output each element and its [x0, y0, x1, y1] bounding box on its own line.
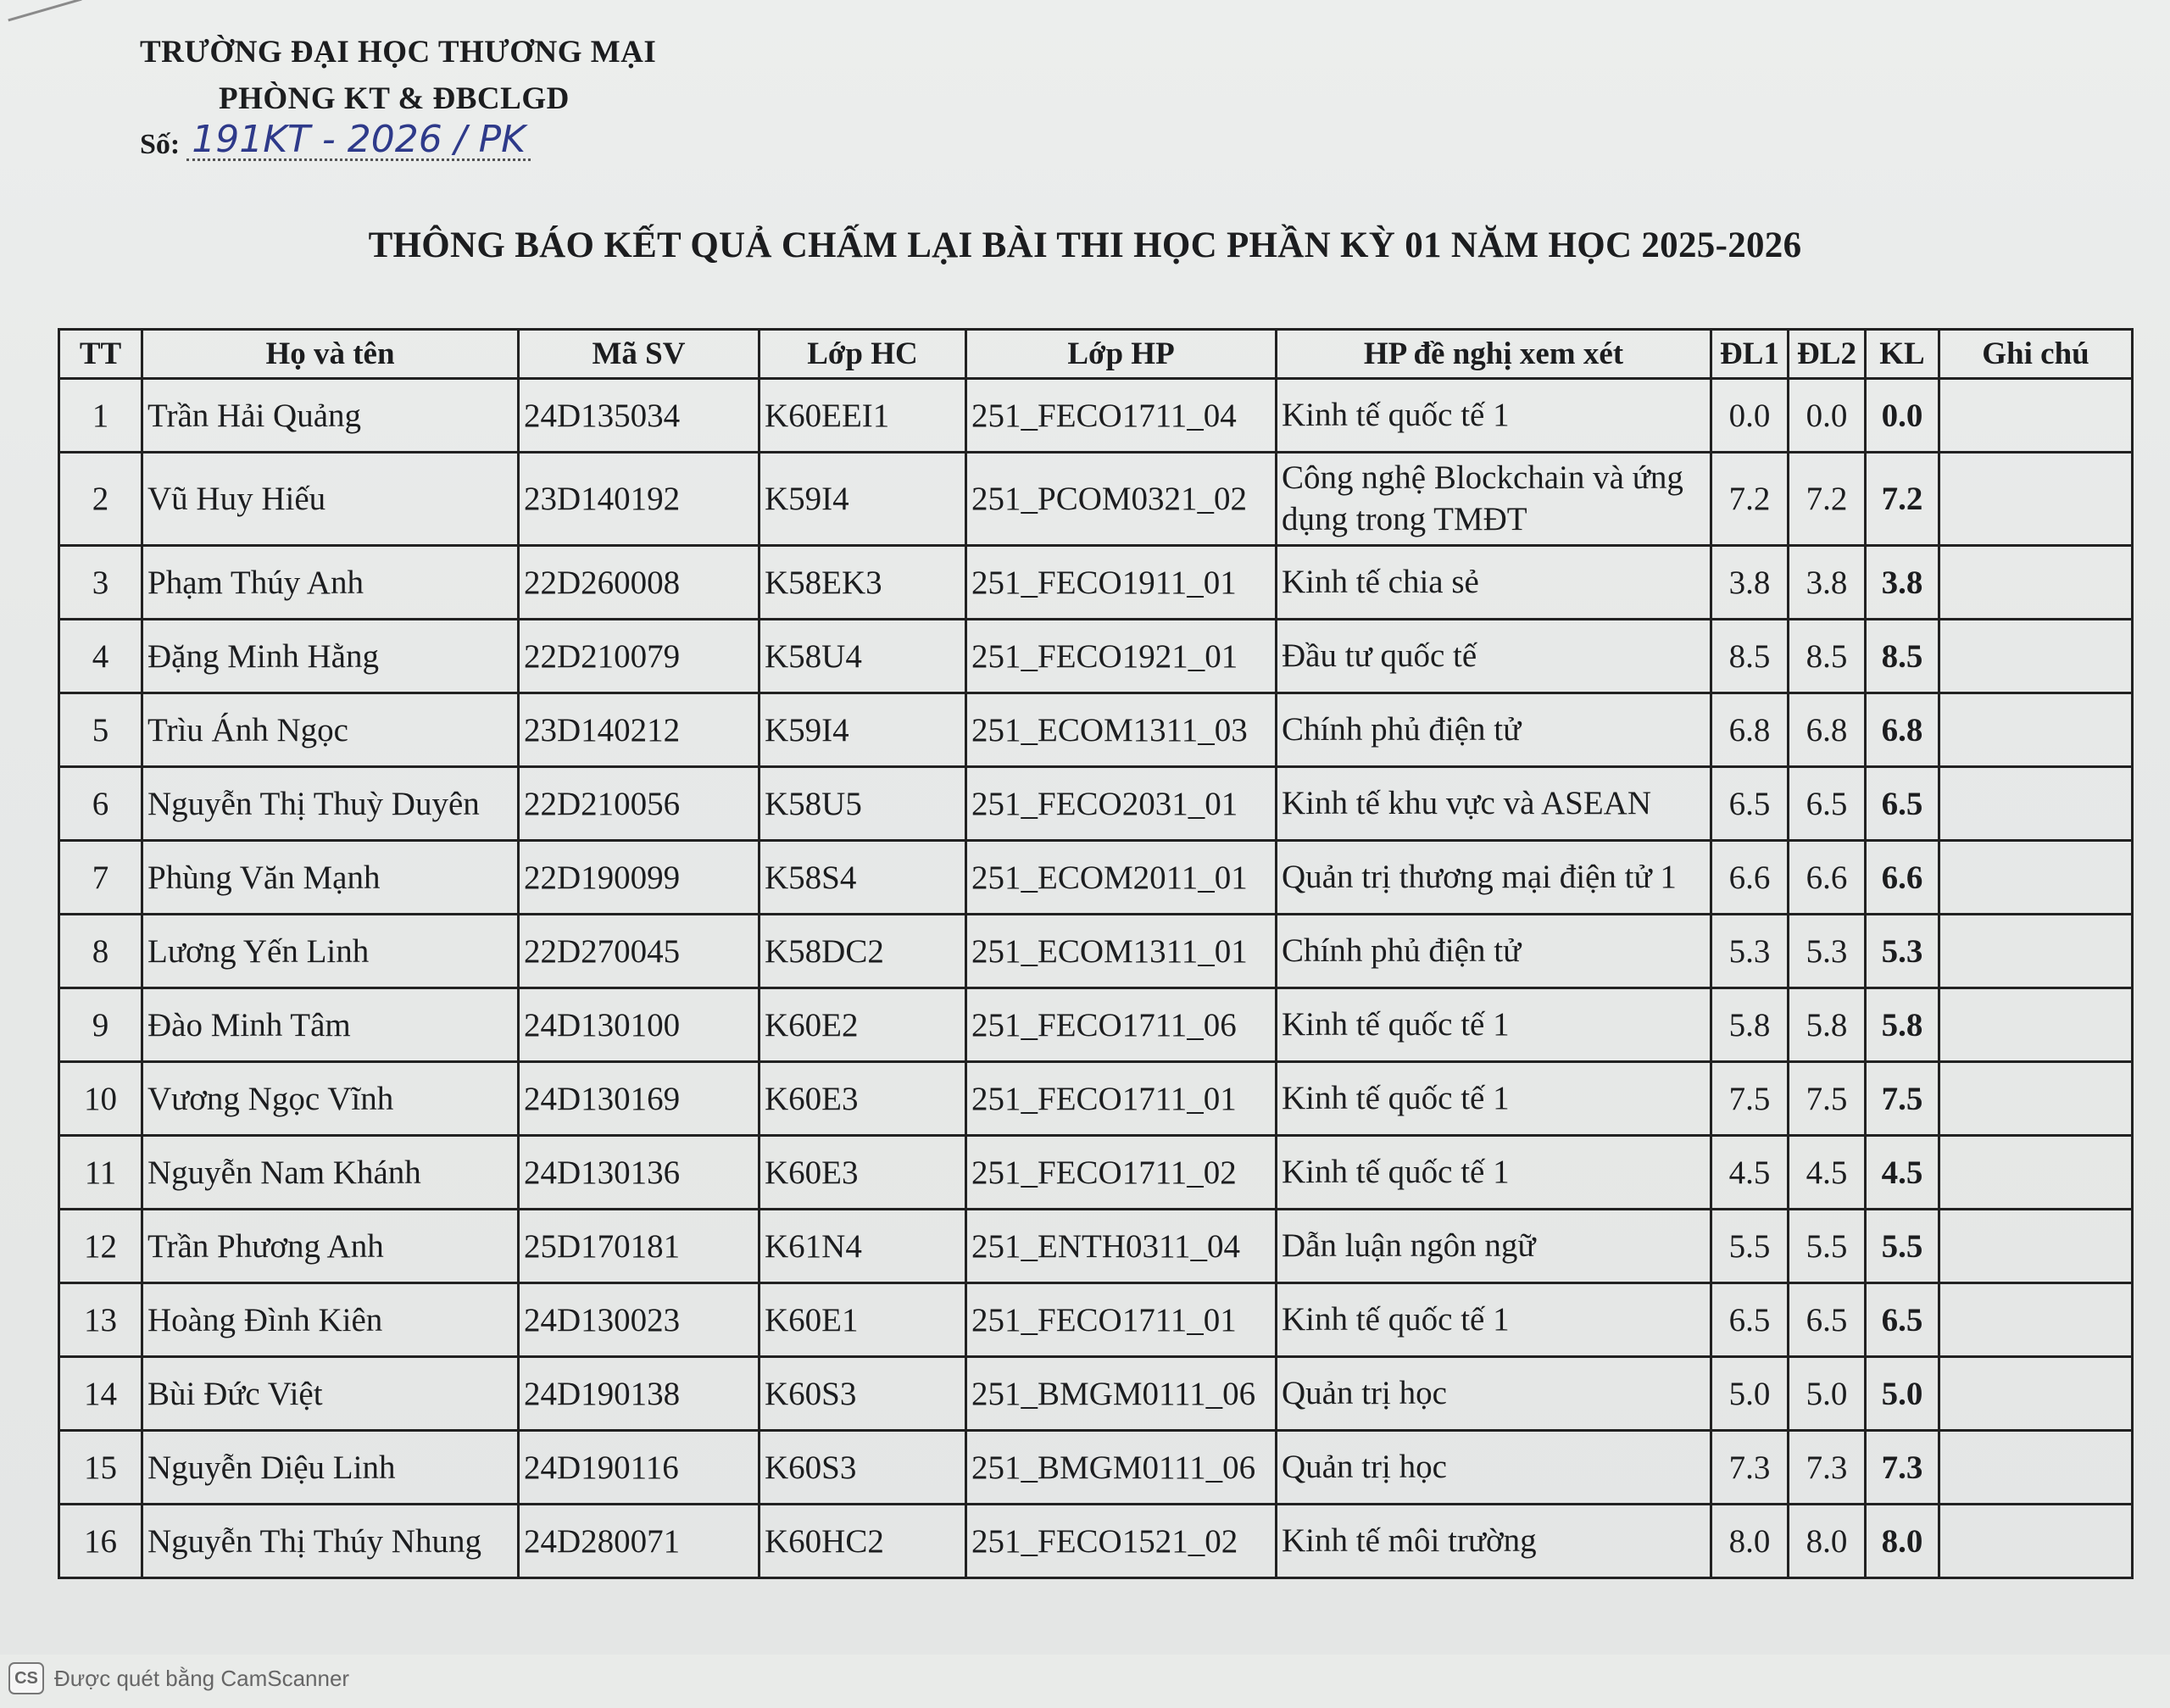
- cell-name: Đặng Minh Hằng: [142, 620, 519, 693]
- cell-kl: 8.0: [1866, 1505, 1939, 1578]
- cell-kl: 7.5: [1866, 1062, 1939, 1136]
- cell-course: Quản trị học: [1277, 1431, 1711, 1505]
- scanner-watermark: [8, 1661, 349, 1695]
- cell-dl2: 5.8: [1789, 988, 1866, 1062]
- col-header-note: Ghi chú: [1939, 330, 2133, 379]
- cell-course: Chính phủ điện tử: [1277, 693, 1711, 767]
- cell-admin-class: K58DC2: [760, 915, 966, 988]
- cell-dl1: 6.5: [1711, 1283, 1789, 1357]
- cell-tt: 4: [59, 620, 142, 693]
- cell-student-id: 24D135034: [519, 379, 760, 453]
- cell-tt: 11: [59, 1136, 142, 1210]
- cell-tt: 5: [59, 693, 142, 767]
- cell-dl1: 6.8: [1711, 693, 1789, 767]
- document-number-handwritten: 191KT - 2026 / PK: [186, 121, 531, 161]
- col-header-course: HP đề nghị xem xét: [1277, 330, 1711, 379]
- org-name: TRƯỜNG ĐẠI HỌC THƯƠNG MẠI: [140, 35, 657, 70]
- cell-dl1: 7.3: [1711, 1431, 1789, 1505]
- cell-tt: 1: [59, 379, 142, 453]
- cell-course-class: 251_ECOM2011_01: [966, 841, 1277, 915]
- col-header-kl: KL: [1866, 330, 1939, 379]
- table-row: [59, 767, 2133, 841]
- cell-tt: 6: [59, 767, 142, 841]
- cell-tt: 3: [59, 546, 142, 620]
- cell-note: [1939, 841, 2133, 915]
- cell-admin-class: K60E2: [760, 988, 966, 1062]
- cell-kl: 7.2: [1866, 453, 1939, 546]
- cell-dl2: 0.0: [1789, 379, 1866, 453]
- cell-student-id: 24D130169: [519, 1062, 760, 1136]
- cell-admin-class: K60S3: [760, 1431, 966, 1505]
- cell-kl: 6.8: [1866, 693, 1939, 767]
- cell-course-class: 251_ECOM1311_03: [966, 693, 1277, 767]
- cell-tt: 2: [59, 453, 142, 546]
- cell-student-id: 24D190116: [519, 1431, 760, 1505]
- cell-note: [1939, 1505, 2133, 1578]
- cell-dl1: 8.5: [1711, 620, 1789, 693]
- cell-note: [1939, 1062, 2133, 1136]
- cell-course: Quản trị học: [1277, 1357, 1711, 1431]
- cell-dl2: 6.6: [1789, 841, 1866, 915]
- cell-course-class: 251_FECO1911_01: [966, 546, 1277, 620]
- cell-kl: 6.5: [1866, 767, 1939, 841]
- results-table: [58, 328, 2134, 1579]
- cell-student-id: 24D280071: [519, 1505, 760, 1578]
- cell-name: Vũ Huy Hiếu: [142, 453, 519, 546]
- cell-tt: 8: [59, 915, 142, 988]
- cell-dl1: 5.8: [1711, 988, 1789, 1062]
- cell-kl: 4.5: [1866, 1136, 1939, 1210]
- cell-name: Trần Phương Anh: [142, 1210, 519, 1283]
- cell-note: [1939, 1357, 2133, 1431]
- cell-dl1: 8.0: [1711, 1505, 1789, 1578]
- cell-course: Kinh tế quốc tế 1: [1277, 1136, 1711, 1210]
- cell-name: Nguyễn Thị Thúy Nhung: [142, 1505, 519, 1578]
- cell-course: Dẫn luận ngôn ngữ: [1277, 1210, 1711, 1283]
- cell-student-id: 24D190138: [519, 1357, 760, 1431]
- cell-dl2: 6.8: [1789, 693, 1866, 767]
- cell-name: Trìu Ánh Ngọc: [142, 693, 519, 767]
- cell-dl1: 6.6: [1711, 841, 1789, 915]
- table-row: [59, 915, 2133, 988]
- cell-note: [1939, 767, 2133, 841]
- cell-name: Nguyễn Thị Thuỳ Duyên: [142, 767, 519, 841]
- cell-name: Phùng Văn Mạnh: [142, 841, 519, 915]
- cell-kl: 3.8: [1866, 546, 1939, 620]
- cell-dl2: 6.5: [1789, 1283, 1866, 1357]
- cell-dl1: 0.0: [1711, 379, 1789, 453]
- cell-dl2: 8.5: [1789, 620, 1866, 693]
- cell-student-id: 22D210079: [519, 620, 760, 693]
- cell-name: Đào Minh Tâm: [142, 988, 519, 1062]
- cell-note: [1939, 620, 2133, 693]
- cell-kl: 5.0: [1866, 1357, 1939, 1431]
- cell-dl1: 7.5: [1711, 1062, 1789, 1136]
- cell-name: Bùi Đức Việt: [142, 1357, 519, 1431]
- cell-admin-class: K58U5: [760, 767, 966, 841]
- cell-note: [1939, 1136, 2133, 1210]
- department-name: PHÒNG KT & ĐBCLGD: [219, 81, 570, 116]
- cell-course: Kinh tế quốc tế 1: [1277, 379, 1711, 453]
- scanner-text: Được quét bằng CamScanner: [54, 1665, 350, 1691]
- col-header-student-id: Mã SV: [519, 330, 760, 379]
- col-header-course-class: Lớp HP: [966, 330, 1277, 379]
- cell-dl2: 6.5: [1789, 767, 1866, 841]
- table-row: [59, 1357, 2133, 1431]
- cell-course: Kinh tế quốc tế 1: [1277, 988, 1711, 1062]
- col-header-name: Họ và tên: [142, 330, 519, 379]
- cell-course: Kinh tế môi trường: [1277, 1505, 1711, 1578]
- cell-note: [1939, 546, 2133, 620]
- cell-student-id: 22D190099: [519, 841, 760, 915]
- cell-admin-class: K60EEI1: [760, 379, 966, 453]
- cell-note: [1939, 693, 2133, 767]
- cell-dl1: 5.5: [1711, 1210, 1789, 1283]
- cell-course-class: 251_FECO1921_01: [966, 620, 1277, 693]
- cell-student-id: 25D170181: [519, 1210, 760, 1283]
- table-row: [59, 1283, 2133, 1357]
- cell-admin-class: K58U4: [760, 620, 966, 693]
- cell-note: [1939, 988, 2133, 1062]
- col-header-tt: TT: [59, 330, 142, 379]
- table-row: [59, 1505, 2133, 1578]
- cell-admin-class: K61N4: [760, 1210, 966, 1283]
- cell-tt: 9: [59, 988, 142, 1062]
- cell-name: Hoàng Đình Kiên: [142, 1283, 519, 1357]
- cell-dl2: 8.0: [1789, 1505, 1866, 1578]
- cell-student-id: 24D130100: [519, 988, 760, 1062]
- cell-admin-class: K60E1: [760, 1283, 966, 1357]
- cell-course-class: 251_ENTH0311_04: [966, 1210, 1277, 1283]
- cell-note: [1939, 915, 2133, 988]
- table-row: [59, 379, 2133, 453]
- cell-course-class: 251_FECO1711_01: [966, 1283, 1277, 1357]
- table-row: [59, 546, 2133, 620]
- cell-course-class: 251_FECO1711_04: [966, 379, 1277, 453]
- cell-tt: 10: [59, 1062, 142, 1136]
- cell-dl2: 7.2: [1789, 453, 1866, 546]
- cell-note: [1939, 453, 2133, 546]
- cell-name: Trần Hải Quảng: [142, 379, 519, 453]
- table-row: [59, 1062, 2133, 1136]
- cell-student-id: 23D140192: [519, 453, 760, 546]
- cell-note: [1939, 1431, 2133, 1505]
- cell-dl2: 5.3: [1789, 915, 1866, 988]
- col-header-dl2: ĐL2: [1789, 330, 1866, 379]
- cell-kl: 0.0: [1866, 379, 1939, 453]
- cell-tt: 15: [59, 1431, 142, 1505]
- cell-dl2: 5.0: [1789, 1357, 1866, 1431]
- cell-name: Nguyễn Diệu Linh: [142, 1431, 519, 1505]
- cell-kl: 6.5: [1866, 1283, 1939, 1357]
- table-header-row: [59, 330, 2133, 379]
- col-header-admin-class: Lớp HC: [760, 330, 966, 379]
- cell-admin-class: K60E3: [760, 1136, 966, 1210]
- cell-course-class: 251_FECO2031_01: [966, 767, 1277, 841]
- cell-kl: 6.6: [1866, 841, 1939, 915]
- cell-course-class: 251_BMGM0111_06: [966, 1431, 1277, 1505]
- cell-student-id: 22D210056: [519, 767, 760, 841]
- cell-student-id: 22D260008: [519, 546, 760, 620]
- cell-dl1: 5.3: [1711, 915, 1789, 988]
- cell-admin-class: K59I4: [760, 453, 966, 546]
- page-title: THÔNG BÁO KẾT QUẢ CHẤM LẠI BÀI THI HỌC PHẦN KỲ 01 NĂM HỌC 2025-2026: [368, 225, 1802, 265]
- cell-course-class: 251_ECOM1311_01: [966, 915, 1277, 988]
- document-number-label: Số:: [140, 129, 181, 160]
- cell-course-class: 251_FECO1711_01: [966, 1062, 1277, 1136]
- cell-course-class: 251_FECO1711_02: [966, 1136, 1277, 1210]
- cell-tt: 14: [59, 1357, 142, 1431]
- cell-student-id: 24D130023: [519, 1283, 760, 1357]
- cell-dl1: 7.2: [1711, 453, 1789, 546]
- cell-tt: 7: [59, 841, 142, 915]
- cell-admin-class: K60HC2: [760, 1505, 966, 1578]
- cell-dl2: 7.3: [1789, 1431, 1866, 1505]
- table-row: [59, 693, 2133, 767]
- cell-note: [1939, 379, 2133, 453]
- cell-name: Lương Yến Linh: [142, 915, 519, 988]
- cell-kl: 5.5: [1866, 1210, 1939, 1283]
- cell-admin-class: K60E3: [760, 1062, 966, 1136]
- cell-kl: 5.3: [1866, 915, 1939, 988]
- cell-dl1: 4.5: [1711, 1136, 1789, 1210]
- cell-course-class: 251_FECO1711_06: [966, 988, 1277, 1062]
- document-number: [140, 119, 531, 161]
- cell-admin-class: K59I4: [760, 693, 966, 767]
- cell-tt: 16: [59, 1505, 142, 1578]
- cell-kl: 5.8: [1866, 988, 1939, 1062]
- cell-course: Kinh tế khu vực và ASEAN: [1277, 767, 1711, 841]
- cell-course-class: 251_PCOM0321_02: [966, 453, 1277, 546]
- cell-course: Chính phủ điện tử: [1277, 915, 1711, 988]
- cell-course-class: 251_FECO1521_02: [966, 1505, 1277, 1578]
- table-row: [59, 1136, 2133, 1210]
- cell-course: Kinh tế quốc tế 1: [1277, 1283, 1711, 1357]
- cell-tt: 13: [59, 1283, 142, 1357]
- cell-dl2: 4.5: [1789, 1136, 1866, 1210]
- cell-admin-class: K58EK3: [760, 546, 966, 620]
- cell-name: Phạm Thúy Anh: [142, 546, 519, 620]
- cell-dl1: 5.0: [1711, 1357, 1789, 1431]
- table-row: [59, 1431, 2133, 1505]
- cell-dl1: 3.8: [1711, 546, 1789, 620]
- cell-name: Vương Ngọc Vĩnh: [142, 1062, 519, 1136]
- cell-course: Quản trị thương mại điện tử 1: [1277, 841, 1711, 915]
- cell-kl: 8.5: [1866, 620, 1939, 693]
- cell-course-class: 251_BMGM0111_06: [966, 1357, 1277, 1431]
- cell-admin-class: K60S3: [760, 1357, 966, 1431]
- cell-student-id: 24D130136: [519, 1136, 760, 1210]
- table-row: [59, 1210, 2133, 1283]
- table-row: [59, 988, 2133, 1062]
- cell-course: Kinh tế chia sẻ: [1277, 546, 1711, 620]
- cell-name: Nguyễn Nam Khánh: [142, 1136, 519, 1210]
- cell-dl2: 5.5: [1789, 1210, 1866, 1283]
- pen-mark: [8, 0, 81, 21]
- cell-dl1: 6.5: [1711, 767, 1789, 841]
- cell-note: [1939, 1210, 2133, 1283]
- table-row: [59, 841, 2133, 915]
- cell-tt: 12: [59, 1210, 142, 1283]
- cell-course: Công nghệ Blockchain và ứng dụng trong TMĐT: [1277, 453, 1711, 546]
- cell-dl2: 7.5: [1789, 1062, 1866, 1136]
- table-row: [59, 620, 2133, 693]
- cell-course: Đầu tư quốc tế: [1277, 620, 1711, 693]
- table-row: [59, 453, 2133, 546]
- cell-admin-class: K58S4: [760, 841, 966, 915]
- col-header-dl1: ĐL1: [1711, 330, 1789, 379]
- cell-student-id: 23D140212: [519, 693, 760, 767]
- cell-dl2: 3.8: [1789, 546, 1866, 620]
- cell-note: [1939, 1283, 2133, 1357]
- cell-course: Kinh tế quốc tế 1: [1277, 1062, 1711, 1136]
- cell-student-id: 22D270045: [519, 915, 760, 988]
- cell-kl: 7.3: [1866, 1431, 1939, 1505]
- camscanner-logo-icon: CS: [8, 1662, 44, 1694]
